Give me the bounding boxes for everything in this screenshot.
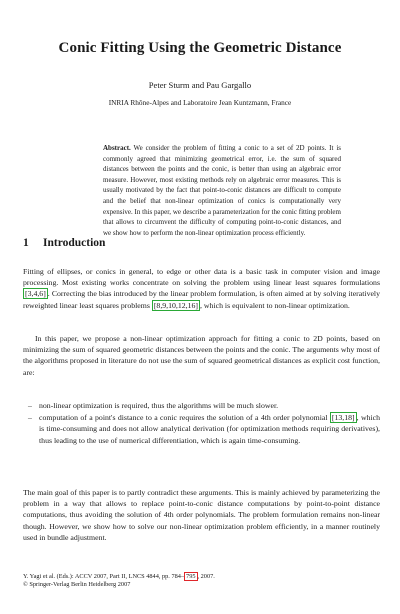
intro-paragraph-2: In this paper, we propose a non-linear optimization approach for fitting a conic to 2D points, based on minimizing the sum of squared geometric distances between the points and the conic. The arguments why most of the algorithms proposed in literature do not use the sum of squared geometrical distances as explicit cost function, are: — [23, 334, 380, 377]
paper-authors: Peter Sturm and Pau Gargallo — [148, 80, 252, 90]
bullet-text: , which is time-consuming and does not allow analytical derivation (for optimization methods requiring derivatives), thus leading to the use of numerical differentiation, which is again time-consuming. — [39, 413, 380, 445]
bullet-dash: – — [28, 401, 32, 410]
abstract — [103, 143, 341, 238]
citation-link[interactable]: [3,4,6] — [25, 289, 46, 299]
intro-paragraph-1 — [23, 266, 380, 311]
citation-link[interactable]: [13,18] — [331, 413, 355, 423]
intro-paragraph-3: The main goal of this paper is to partly contradict these arguments. This is mainly achieved by parameterizing the problem in a way that allows to replace point-to-conic distance computations by point-to-point distance computations, thus avoiding the solution of 4th order polynomials. The problem formulation remains non-linear though. However, we show how to solve our non-linear optimization problem efficiently, in a manner routinely used in bundle adjustment. — [23, 488, 380, 542]
section-number: 1 — [23, 237, 29, 249]
intro-p1-text-b: . Correcting the bias introduced by the linear problem formulation, is often aimed at by solving iteratively reweighted linear least squares problems — [23, 289, 380, 310]
abstract-label: Abstract. — [103, 144, 131, 152]
intro-p1-text-a: Fitting of ellipses, or conics in general, to edge or other data is a basic task in computer vision and image processing. Most existing works concentrate on solving the problem using linear least squares formulations — [23, 267, 380, 288]
abstract-text: We consider the problem of fitting a conic to a set of 2D points. It is commonly agreed that minimizing geometrical error, i.e. the sum of squared distances between the points and the conic, is better than using an algebraic error measure. However, most existing methods rely on algebraic error measures. This is usually motivated by the fact that point-to-conic distances are difficult to compute and the belief that non-linear optimization of conics is computationally very expensive. In this paper, we describe a parameterization for the conic fitting problem that allows to circumvent the difficulty of computing point-to-conic distances, and we show how to perform the non-linear optimization process efficiently. — [103, 144, 341, 237]
footnote — [23, 573, 380, 590]
intro-p1-text-c: , which is equivalent to non-linear optimization. — [200, 300, 350, 310]
page-link[interactable]: 795 — [186, 573, 196, 580]
section-heading — [23, 237, 383, 249]
argument-list — [23, 400, 380, 447]
bullet-text: computation of a point's distance to a conic requires the solution of a 4th order polynomial — [39, 413, 330, 423]
copyright-line: © Springer-Verlag Berlin Heidelberg 2007 — [23, 581, 131, 589]
footnote-text-b: , 2007. — [197, 573, 215, 580]
footnote-line-1 — [23, 573, 380, 581]
bullet-dash: – — [28, 413, 32, 423]
list-item — [23, 412, 380, 446]
citation-link[interactable]: [8,9,10,12,16] — [153, 300, 199, 310]
bullet-text: non-linear optimization is required, thus the algorithms will be much slower. — [39, 401, 279, 410]
footnote-text-a: Y. Yagi et al. (Eds.): ACCV 2007, Part II, LNCS 4844, pp. 784– — [23, 573, 185, 580]
paper-title: Conic Fitting Using the Geometric Distance — [58, 40, 342, 56]
paper-affiliation: INRIA Rhône-Alpes and Laboratoire Jean Kuntzmann, France — [108, 98, 292, 107]
list-item — [23, 400, 380, 411]
section-title: Introduction — [43, 237, 106, 249]
